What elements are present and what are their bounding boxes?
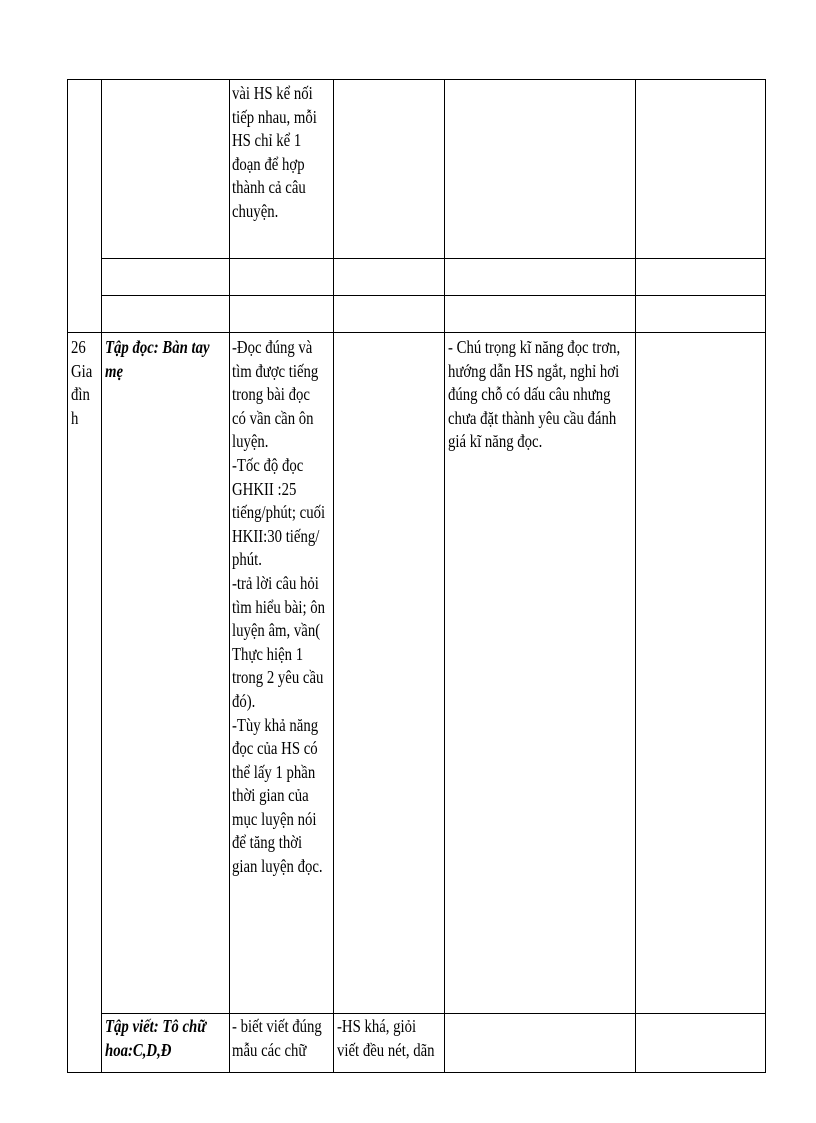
row-divider <box>101 295 766 296</box>
column-divider <box>333 79 334 1073</box>
writing-advanced-cell: -HS khá, giỏi viết đều nét, dãn <box>337 1016 435 1060</box>
table-border-left <box>67 79 68 1073</box>
row-a-content-cell: vài HS kể nối tiếp nhau, mỗi HS chỉ kể 1 đoạn để hợp thành cả câu chuyện. <box>232 83 317 221</box>
writing-lesson-title-cell: Tập viết: Tô chữ hoa:C,D,Đ <box>105 1016 207 1060</box>
writing-lesson-content-cell: - biết viết đúng mẫu các chữ <box>232 1016 322 1060</box>
table-border-bottom <box>67 1072 766 1073</box>
lesson-title-cell: Tập đọc: Bàn tay mẹ <box>105 337 210 381</box>
column-divider <box>635 79 636 1073</box>
column-divider <box>101 79 102 1073</box>
row-divider <box>67 332 766 333</box>
table-border-top <box>67 79 766 80</box>
column-divider <box>444 79 445 1073</box>
column-divider <box>229 79 230 1073</box>
lesson-notes-cell: - Chú trọng kĩ năng đọc trơn, hướng dẫn HS ngắt, nghỉ hơi đúng chỗ có dấu câu nhưng chưa đặt thành yêu cầu đánh giá kĩ năng đọc. <box>448 337 621 452</box>
lesson-content-cell: -Đọc đúng và tìm được tiếng trong bài đọc có vần cần ôn luyện. -Tốc độ đọc GHKII :25 tiếng/phút; cuối HKII:30 tiếng/ phút. -trả lời câu hỏi tìm hiểu bài; ôn luyện âm, vần( Thực hiện 1 trong 2 yêu cầu đó). -Tùy khả năng đọc của HS có thể lấy 1 phần thời gian của mục luyện nói để tăng thời gian luyện đọc. <box>232 337 326 877</box>
row-divider <box>101 258 766 259</box>
row-divider <box>101 1013 766 1014</box>
table-border-right <box>765 79 766 1073</box>
week-cell: 26 Gia đìn h <box>71 337 93 428</box>
